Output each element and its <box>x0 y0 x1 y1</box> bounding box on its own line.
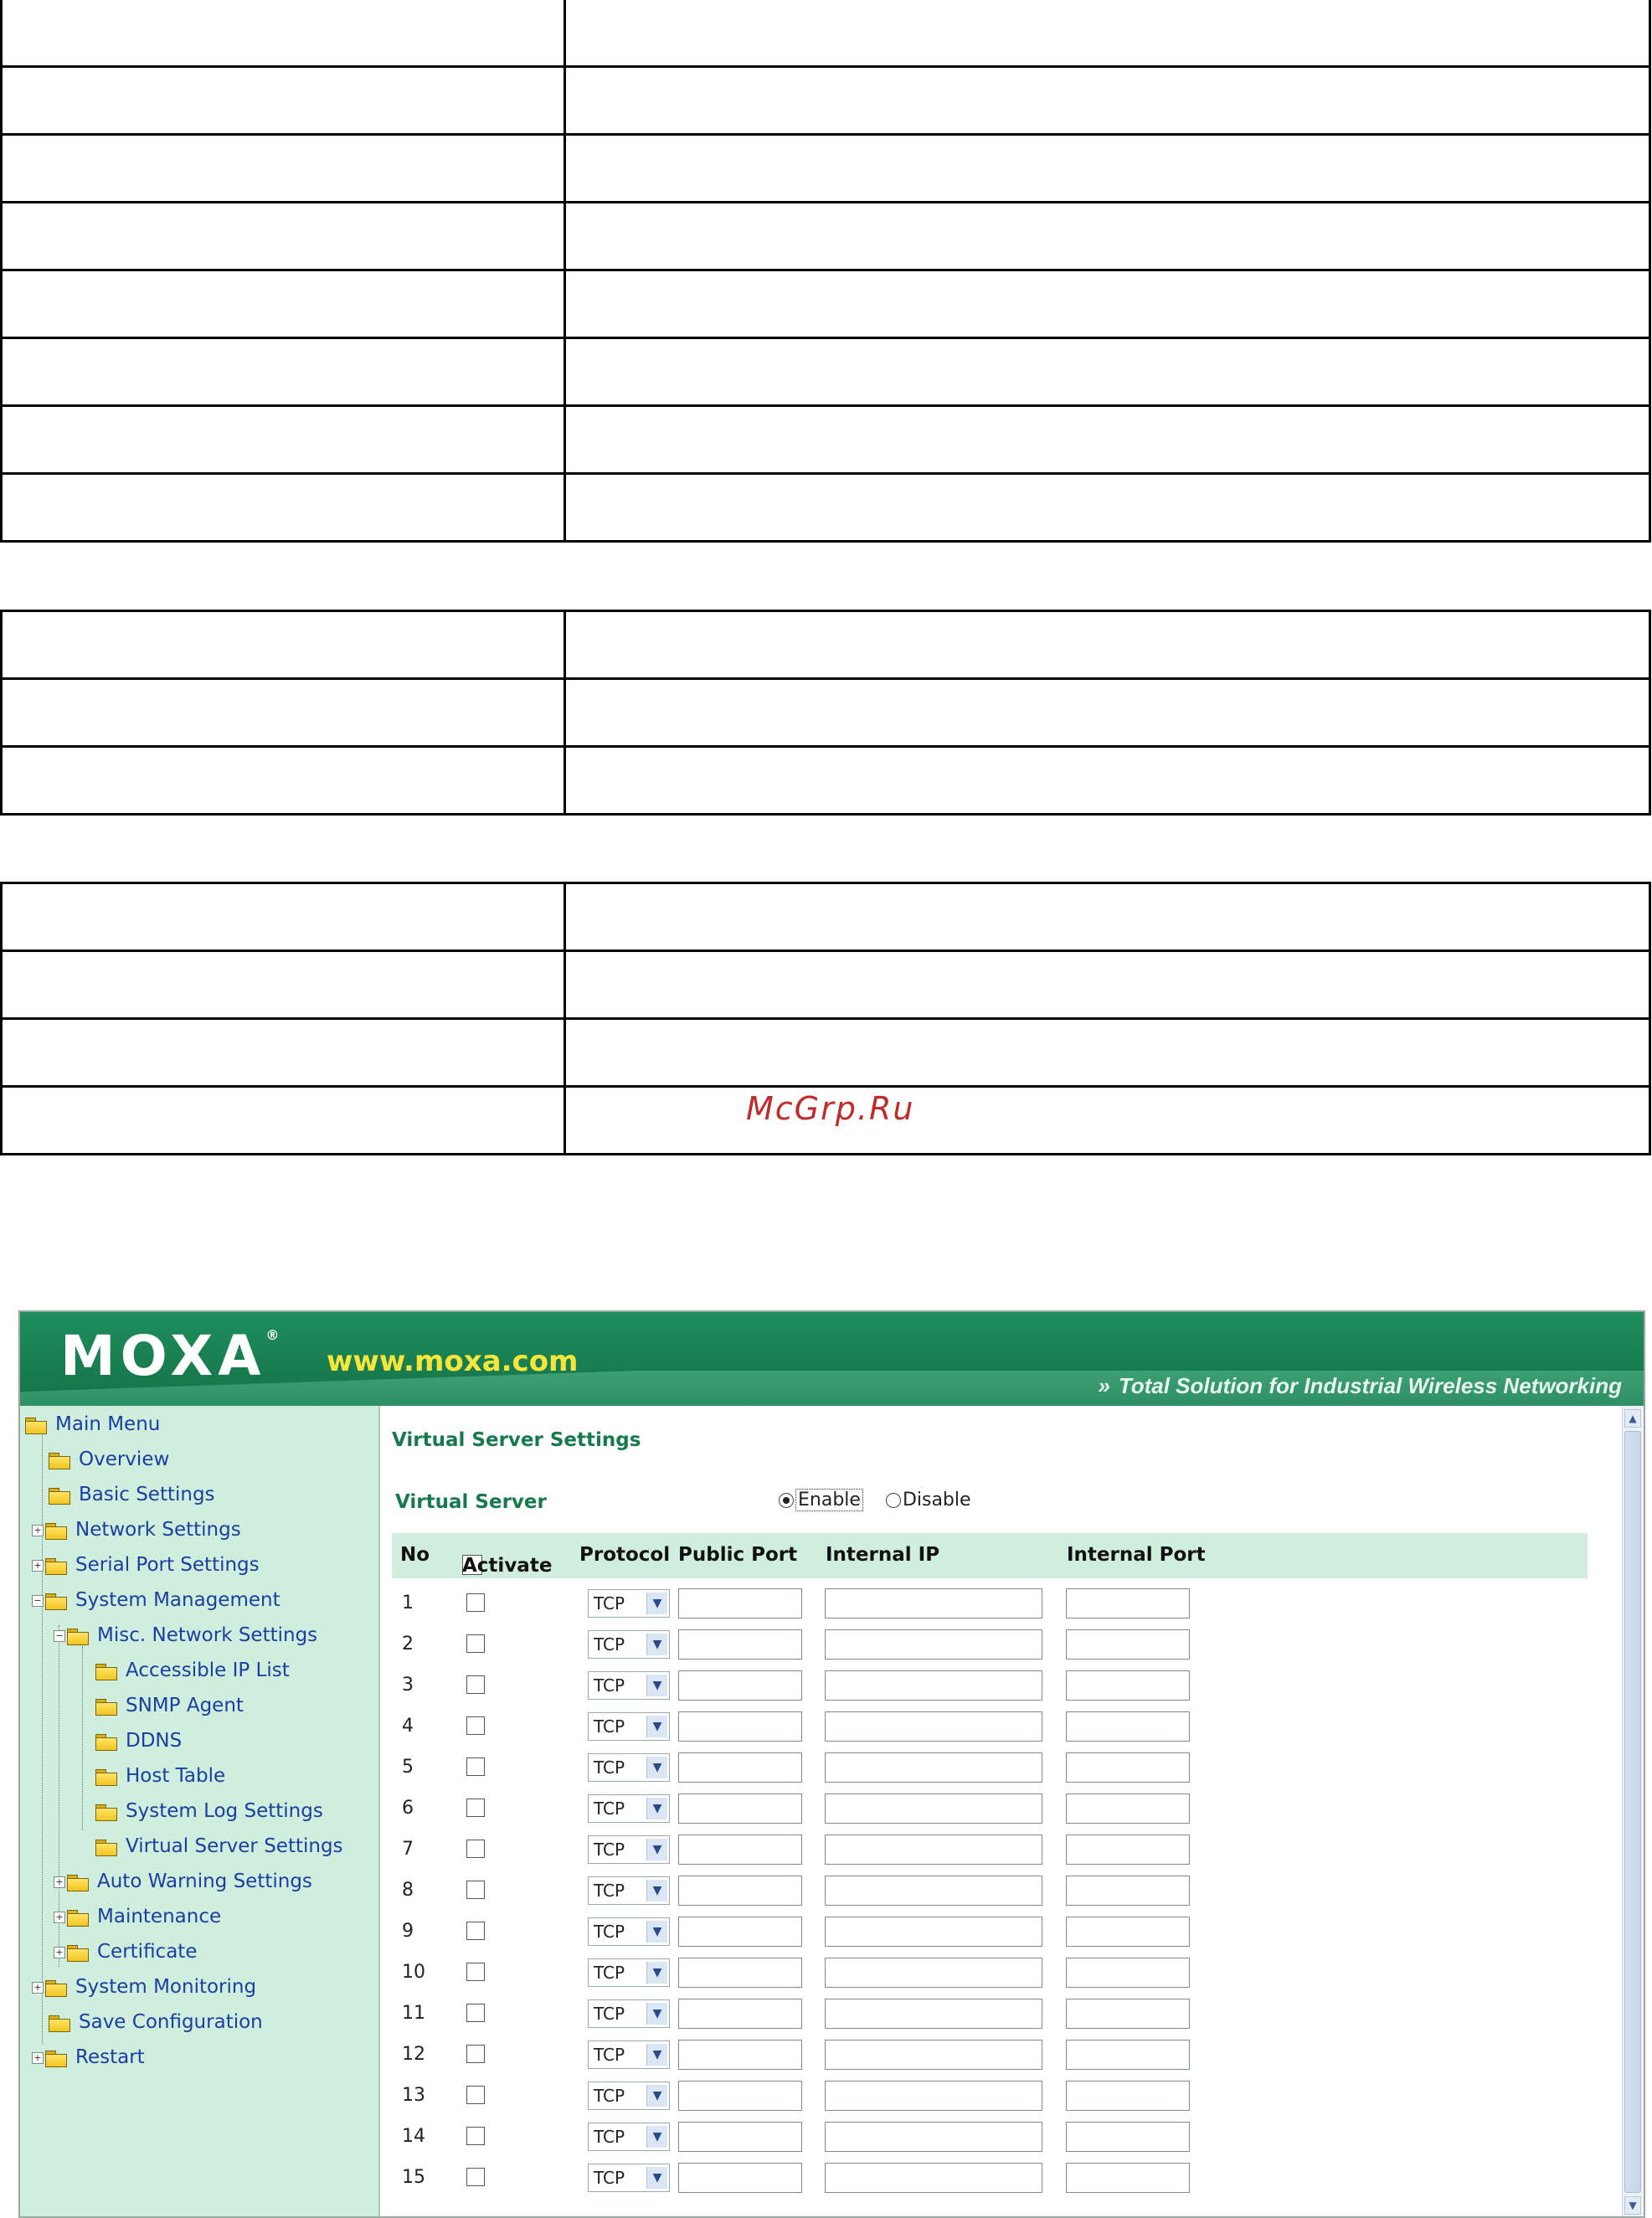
row-number: 14 <box>402 2126 425 2147</box>
row-number: 4 <box>402 1716 414 1737</box>
public-port-input[interactable] <box>678 2122 802 2152</box>
table-cell <box>565 747 1650 815</box>
internal-ip-input[interactable] <box>825 1917 1042 1947</box>
moxa-logo: MOXA® <box>60 1324 280 1388</box>
table-cell <box>2 1087 565 1155</box>
table-row <box>392 1706 1588 1747</box>
vertical-scrollbar[interactable] <box>1622 1406 1644 2218</box>
table-cell <box>2 951 565 1019</box>
table-cell <box>2 611 565 679</box>
folder-icon <box>95 1769 117 1784</box>
row-number: 12 <box>402 2044 425 2065</box>
document-table-2 <box>0 610 1651 816</box>
sidebar-item-maintenance[interactable]: + Maintenance <box>54 1902 221 1931</box>
sidebar-item-virtual-server-settings[interactable]: Virtual Server Settings <box>95 1832 343 1860</box>
activate-checkbox[interactable] <box>466 1799 485 1817</box>
row-number: 5 <box>402 1757 414 1778</box>
internal-port-input[interactable] <box>1066 1752 1190 1783</box>
folder-icon <box>67 1910 89 1925</box>
activate-checkbox[interactable] <box>466 2004 485 2022</box>
folder-open-icon <box>67 1629 89 1644</box>
table-row <box>392 1952 1588 1993</box>
sidebar-item-save-configuration[interactable]: Save Configuration <box>49 2008 263 2036</box>
folder-icon <box>95 1699 117 1714</box>
sidebar-item-system-log-settings[interactable]: System Log Settings <box>95 1797 323 1825</box>
table-cell <box>565 611 1650 679</box>
public-port-input[interactable] <box>678 1835 802 1865</box>
row-number: 1 <box>402 1593 414 1613</box>
scroll-up-icon[interactable]: ▲ <box>1624 1409 1641 1428</box>
table-row <box>392 2075 1588 2116</box>
chevron-down-icon[interactable]: ▼ <box>646 1798 667 1819</box>
row-number: 7 <box>402 1839 414 1860</box>
activate-checkbox[interactable] <box>466 2045 485 2063</box>
protocol-select[interactable]: TCP ▼ <box>588 2164 670 2192</box>
protocol-select[interactable]: TCP ▼ <box>588 1671 670 1700</box>
sidebar-item-system-management[interactable]: − System Management <box>32 1586 280 1614</box>
tree-connector <box>82 1646 83 1830</box>
table-cell <box>565 1019 1650 1087</box>
protocol-select[interactable]: TCP ▼ <box>588 1835 670 1864</box>
internal-ip-input[interactable] <box>825 1793 1042 1824</box>
tagline <box>1098 1373 1622 1399</box>
protocol-select[interactable]: TCP ▼ <box>588 1917 670 1946</box>
folder-icon <box>45 2051 67 2066</box>
protocol-select[interactable]: TCP ▼ <box>588 1876 670 1905</box>
activate-checkbox[interactable] <box>466 1634 485 1653</box>
table-cell <box>2 67 565 135</box>
sidebar-menu-tree <box>20 1406 380 2218</box>
table-row <box>2 338 1650 406</box>
row-number: 11 <box>402 2003 425 2024</box>
protocol-select[interactable]: TCP ▼ <box>588 1958 670 1987</box>
expand-icon[interactable]: + <box>32 1560 44 1572</box>
watermark: McGrp.Ru <box>746 1090 915 1127</box>
table-row <box>392 2157 1588 2198</box>
header-protocol: Protocol <box>579 1544 671 1566</box>
internal-ip-input[interactable] <box>825 1629 1042 1660</box>
chevron-down-icon[interactable]: ▼ <box>646 2003 667 2025</box>
table-header: No Activate Protocol Public Port Internal IP Internal Port <box>392 1533 1588 1578</box>
collapse-icon[interactable]: − <box>54 1630 65 1642</box>
table-cell <box>565 406 1650 474</box>
table-row <box>2 883 1650 951</box>
expand-icon[interactable]: + <box>54 1912 65 1923</box>
table-row <box>392 1829 1588 1870</box>
table-cell <box>565 0 1650 67</box>
disable-label[interactable]: Disable <box>902 1490 971 1510</box>
activate-checkbox[interactable] <box>466 1881 485 1899</box>
table-row <box>392 1788 1588 1829</box>
internal-ip-input[interactable] <box>825 1588 1042 1618</box>
table-row <box>392 1870 1588 1911</box>
folder-icon <box>95 1804 117 1819</box>
public-port-input[interactable] <box>678 1670 802 1701</box>
internal-port-input[interactable] <box>1066 1999 1190 2029</box>
table-row <box>2 679 1650 747</box>
folder-icon <box>95 1664 117 1679</box>
sidebar-item-misc-network-settings[interactable]: − Misc. Network Settings <box>54 1621 317 1649</box>
chevron-down-icon[interactable]: ▼ <box>646 1921 667 1943</box>
internal-ip-input[interactable] <box>825 1752 1042 1783</box>
internal-ip-input[interactable] <box>825 2081 1042 2111</box>
internal-port-input[interactable] <box>1066 2122 1190 2152</box>
table-row <box>2 747 1650 815</box>
internal-port-input[interactable] <box>1066 1876 1190 1906</box>
public-port-input[interactable] <box>678 2040 802 2070</box>
internal-ip-input[interactable] <box>825 1958 1042 1988</box>
table-cell <box>565 203 1650 270</box>
public-port-input[interactable] <box>678 1629 802 1660</box>
internal-port-input[interactable] <box>1066 1588 1190 1618</box>
expand-icon[interactable]: + <box>54 1947 65 1958</box>
table-row <box>2 0 1650 67</box>
table-row <box>2 951 1650 1019</box>
table-row <box>392 2116 1588 2157</box>
chevron-down-icon[interactable]: ▼ <box>646 1757 667 1778</box>
activate-checkbox[interactable] <box>466 1922 485 1940</box>
tagline-text: Total Solution for Industrial Wireless Networking <box>1118 1373 1622 1398</box>
chevron-down-icon[interactable]: ▼ <box>646 1839 667 1860</box>
virtual-server-toggle <box>779 1490 971 1510</box>
internal-port-input[interactable] <box>1066 1917 1190 1947</box>
protocol-select[interactable]: TCP ▼ <box>588 1712 670 1741</box>
internal-port-input[interactable] <box>1066 1958 1190 1988</box>
internal-port-input[interactable] <box>1066 1711 1190 1742</box>
chevron-down-icon[interactable]: ▼ <box>646 2044 667 2066</box>
table-cell <box>565 679 1650 747</box>
folder-icon <box>45 1558 67 1573</box>
activate-checkbox[interactable] <box>466 2168 485 2186</box>
internal-port-input[interactable] <box>1066 1670 1190 1701</box>
moxa-web-console-screenshot <box>18 1310 1645 2218</box>
public-port-input[interactable] <box>678 1958 802 1988</box>
sidebar-item-accessible-ip-list[interactable]: Accessible IP List <box>95 1656 290 1685</box>
row-number: 13 <box>402 2085 425 2106</box>
sidebar-item-host-table[interactable]: Host Table <box>95 1762 225 1790</box>
folder-icon <box>67 1875 89 1890</box>
activate-checkbox[interactable] <box>466 1840 485 1858</box>
folder-icon <box>95 1734 117 1749</box>
public-port-input[interactable] <box>678 1999 802 2029</box>
chevron-down-icon[interactable]: ▼ <box>646 1593 667 1614</box>
public-port-input[interactable] <box>678 1876 802 1906</box>
table-cell <box>2 338 565 406</box>
enable-label[interactable]: Enable <box>795 1489 863 1511</box>
row-number: 15 <box>402 2167 425 2188</box>
sidebar-item-network-settings[interactable]: + Network Settings <box>32 1516 241 1544</box>
internal-port-input[interactable] <box>1066 1793 1190 1824</box>
activate-checkbox[interactable] <box>466 2086 485 2104</box>
table-cell <box>565 338 1650 406</box>
header-no: No <box>400 1544 430 1566</box>
scroll-thumb[interactable] <box>1624 1431 1641 2193</box>
row-number: 3 <box>402 1675 414 1696</box>
public-port-input[interactable] <box>678 2081 802 2111</box>
internal-ip-input[interactable] <box>825 2040 1042 2070</box>
table-row <box>392 1911 1588 1952</box>
sidebar-item-restart[interactable]: + Restart <box>32 2043 145 2071</box>
internal-ip-input[interactable] <box>825 2122 1042 2152</box>
scroll-down-icon[interactable]: ▼ <box>1624 2196 1641 2215</box>
table-cell <box>2 135 565 203</box>
folder-open-icon <box>25 1418 47 1433</box>
activate-checkbox[interactable] <box>466 1675 485 1694</box>
folder-icon <box>49 1488 70 1503</box>
public-port-input[interactable] <box>678 1752 802 1783</box>
sidebar-item-basic-settings[interactable]: Basic Settings <box>49 1480 215 1509</box>
public-port-input[interactable] <box>678 1588 802 1618</box>
public-port-input[interactable] <box>678 1917 802 1947</box>
table-cell <box>2 1019 565 1087</box>
table-cell <box>565 951 1650 1019</box>
table-cell <box>565 270 1650 338</box>
table-cell <box>2 747 565 815</box>
chevron-down-icon[interactable]: ▼ <box>646 2167 667 2189</box>
chevron-down-icon[interactable]: ▼ <box>646 1716 667 1737</box>
table-row <box>2 406 1650 474</box>
internal-port-input[interactable] <box>1066 2040 1190 2070</box>
table-row <box>2 203 1650 270</box>
row-number: 2 <box>402 1634 414 1654</box>
folder-open-icon <box>45 1593 67 1608</box>
protocol-select[interactable]: TCP ▼ <box>588 1753 670 1782</box>
chevron-down-icon[interactable]: ▼ <box>646 1880 667 1902</box>
row-number: 6 <box>402 1798 414 1819</box>
chevron-down-icon[interactable]: ▼ <box>646 2126 667 2148</box>
enable-radio[interactable] <box>779 1493 794 1508</box>
table-row <box>2 474 1650 542</box>
protocol-select[interactable]: TCP ▼ <box>588 2082 670 2110</box>
table-row <box>2 1019 1650 1087</box>
site-url[interactable]: www.moxa.com <box>327 1345 579 1378</box>
header-internal-ip: Internal IP <box>826 1544 940 1566</box>
sidebar-item-auto-warning-settings[interactable]: + Auto Warning Settings <box>54 1867 312 1896</box>
folder-icon <box>49 1453 70 1468</box>
table-cell <box>2 406 565 474</box>
protocol-select[interactable]: TCP ▼ <box>588 2123 670 2151</box>
header-banner <box>20 1312 1644 1406</box>
expand-icon[interactable]: + <box>54 1876 65 1888</box>
header-internal-port: Internal Port <box>1067 1544 1206 1566</box>
chevron-down-icon[interactable]: ▼ <box>646 1962 667 1984</box>
sidebar-item-certificate[interactable]: + Certificate <box>54 1938 197 1966</box>
table-row <box>392 2034 1588 2075</box>
activate-checkbox[interactable] <box>466 1757 485 1776</box>
internal-ip-input[interactable] <box>825 1711 1042 1742</box>
table-cell <box>2 883 565 951</box>
table-cell <box>2 474 565 542</box>
internal-port-input[interactable] <box>1066 1629 1190 1660</box>
registered-mark: ® <box>265 1327 280 1343</box>
table-cell <box>565 1087 1650 1155</box>
table-row <box>392 1582 1588 1624</box>
internal-ip-input[interactable] <box>825 1835 1042 1865</box>
folder-icon <box>49 2015 70 2030</box>
virtual-server-label: Virtual Server <box>395 1491 547 1513</box>
sidebar-item-snmp-agent[interactable]: SNMP Agent <box>95 1691 244 1720</box>
table-cell <box>565 67 1650 135</box>
public-port-input[interactable] <box>678 1711 802 1742</box>
protocol-select[interactable]: TCP ▼ <box>588 1794 670 1823</box>
activate-checkbox[interactable] <box>466 1963 485 1981</box>
expand-icon[interactable]: + <box>32 1525 44 1536</box>
row-number: 8 <box>402 1880 414 1901</box>
chevron-down-icon[interactable]: ▼ <box>646 2085 667 2107</box>
protocol-select[interactable]: TCP ▼ <box>588 1589 670 1618</box>
table-row <box>2 611 1650 679</box>
sidebar-item-serial-port-settings[interactable]: + Serial Port Settings <box>32 1551 260 1579</box>
table-row <box>2 270 1650 338</box>
folder-icon <box>45 1980 67 1995</box>
table-row <box>392 1624 1588 1665</box>
disable-radio[interactable] <box>886 1493 901 1508</box>
document-table-1 <box>0 0 1651 543</box>
table-row <box>392 1993 1588 2034</box>
protocol-select[interactable]: TCP ▼ <box>588 1999 670 2028</box>
folder-icon <box>95 1840 117 1855</box>
activate-checkbox[interactable] <box>466 1593 485 1612</box>
table-cell <box>2 270 565 338</box>
chevron-down-icon[interactable]: ▼ <box>646 1675 667 1696</box>
internal-ip-input[interactable] <box>825 1670 1042 1701</box>
sidebar-item-overview[interactable]: Overview <box>49 1445 169 1474</box>
sidebar-item-system-monitoring[interactable]: + System Monitoring <box>32 1973 256 2001</box>
page-title: Virtual Server Settings <box>392 1429 641 1451</box>
table-row <box>392 1665 1588 1706</box>
activate-checkbox[interactable] <box>466 2127 485 2145</box>
row-number: 10 <box>402 1962 425 1983</box>
public-port-input[interactable] <box>678 1793 802 1824</box>
sidebar-item-main-menu[interactable]: Main Menu <box>25 1410 160 1438</box>
internal-port-input[interactable] <box>1066 1835 1190 1865</box>
table-cell <box>2 679 565 747</box>
chevron-down-icon[interactable]: ▼ <box>646 1634 667 1655</box>
main-content <box>380 1406 1626 2218</box>
expand-icon[interactable]: + <box>32 1982 44 1994</box>
protocol-select[interactable]: TCP ▼ <box>588 2040 670 2069</box>
folder-icon <box>45 1523 67 1538</box>
header-public-port: Public Port <box>678 1544 798 1566</box>
internal-ip-input[interactable] <box>825 2163 1042 2193</box>
table-row <box>392 1747 1588 1788</box>
internal-port-input[interactable] <box>1066 2081 1190 2111</box>
table-cell <box>2 203 565 270</box>
folder-icon <box>67 1945 89 1960</box>
activate-checkbox[interactable] <box>466 1716 485 1735</box>
table-row <box>2 67 1650 135</box>
table-row <box>2 135 1650 203</box>
internal-port-input[interactable] <box>1066 2163 1190 2193</box>
internal-ip-input[interactable] <box>825 1999 1042 2029</box>
collapse-icon[interactable]: − <box>32 1595 44 1607</box>
sidebar-item-ddns[interactable]: DDNS <box>95 1727 182 1755</box>
expand-icon[interactable]: + <box>32 2052 44 2064</box>
protocol-select[interactable]: TCP ▼ <box>588 1630 670 1659</box>
table-cell <box>565 135 1650 203</box>
internal-ip-input[interactable] <box>825 1876 1042 1906</box>
row-number: 9 <box>402 1921 414 1942</box>
table-cell <box>2 0 565 67</box>
table-cell <box>565 474 1650 542</box>
table-cell <box>565 883 1650 951</box>
public-port-input[interactable] <box>678 2163 802 2193</box>
double-chevron-icon: » <box>1098 1373 1110 1398</box>
